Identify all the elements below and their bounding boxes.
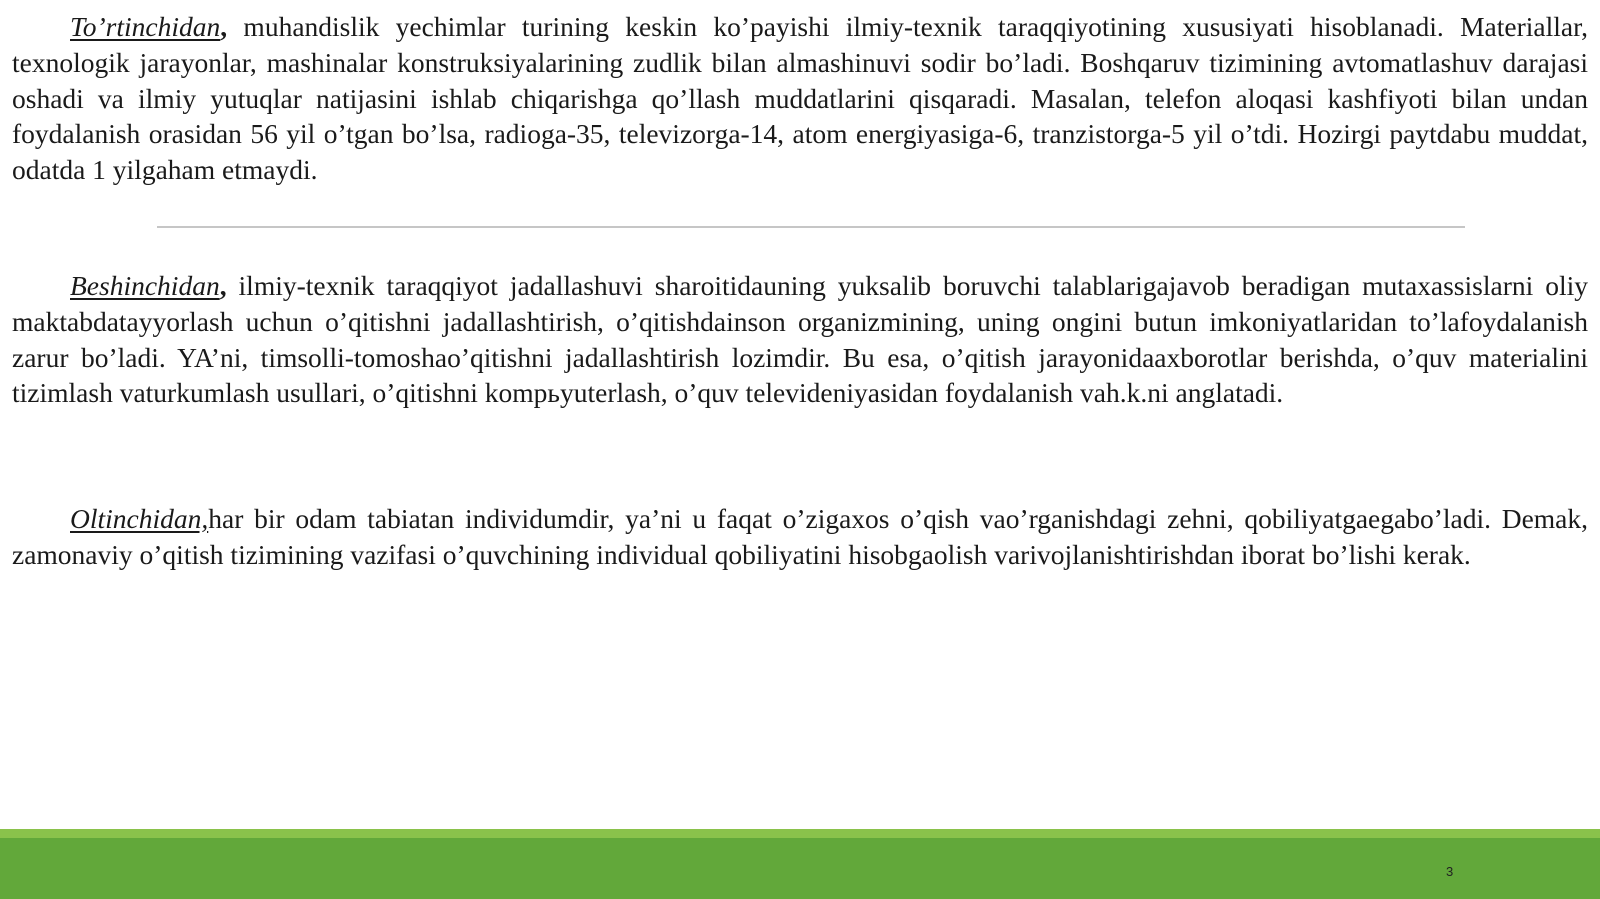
paragraph-lead-fourth: To’rtinchidan bbox=[70, 11, 221, 42]
paragraph-lead-fifth: Beshinchidan bbox=[70, 270, 220, 301]
paragraph-lead-comma: , bbox=[219, 270, 227, 301]
paragraph-body-sixth: har bir odam tabiatan individumdir, ya’ni u faqat o’zigaxos o’qish vao’rganishdagi zehni, qobiliyatgaegabo’ladi. Demak, zamonaviy o’qitish tizimining vazifasi o’quvchining individual qobiliyatini hisobgaolish varivojlanishtirishdan iborat bo’lishi kerak. bbox=[12, 503, 1588, 570]
paragraph-body-fifth: ilmiy-texnik taraqqiyot jadallashuvi sharoitidauning yuksalib boruvchi talablarigajavob beradigan mutaxassislarni oliy maktabdatayyorlash uchun o’qitishni jadallashtirish, o’qitishdainson organizmining, uning ongini butun imkoniyatlaridan to’lafoydalanish zarur bo’ladi. YA’ni, timsolli-tomoshao’qitishni jadallashtirish lozimdir. Bu esa, o’qitish jarayonidaaxborotlar berishda, o’quv materialini tizimlash vaturkumlash usullari, o’qitishni kompьyuterlash, o’quv televideniyasidan foydalanish vah.k.ni anglatadi. bbox=[12, 270, 1588, 409]
paragraph-fourth bbox=[12, 9, 1588, 188]
paragraph-body-fourth: muhandislik yechimlar turining keskin ko’payishi ilmiy-texnik taraqqiyotining xususiyati hisoblanadi. Materiallar, texnologik jarayonlar, mashinalar konstruksiyalarining zudlik bilan almashinuvi sodir bo’ladi. Boshqaruv tizimining avtomatlashuv darajasi oshadi va ilmiy yutuqlar natijasini ishlab chiqarishga qo’llash muddatlarini qisqaradi. Masalan, telefon aloqasi kashfiyoti bilan undan foydalanish orasidan 56 yil o’tgan bo’lsa, radioga-35, televizorga-14, atom energiyasiga-6, tranzistorga-5 yil o’tdi. Hozirgi paytdabu muddat, odatda 1 yilgaham etmaydi. bbox=[12, 11, 1588, 186]
paragraph-fifth bbox=[12, 268, 1588, 411]
paragraph-lead-sixth: Oltinchidan, bbox=[70, 503, 209, 534]
paragraph-lead-comma: , bbox=[220, 11, 228, 42]
page-number: 3 bbox=[1446, 864, 1454, 879]
paragraph-sixth bbox=[12, 501, 1588, 573]
section-divider bbox=[157, 226, 1465, 228]
footer-band bbox=[0, 829, 1600, 899]
